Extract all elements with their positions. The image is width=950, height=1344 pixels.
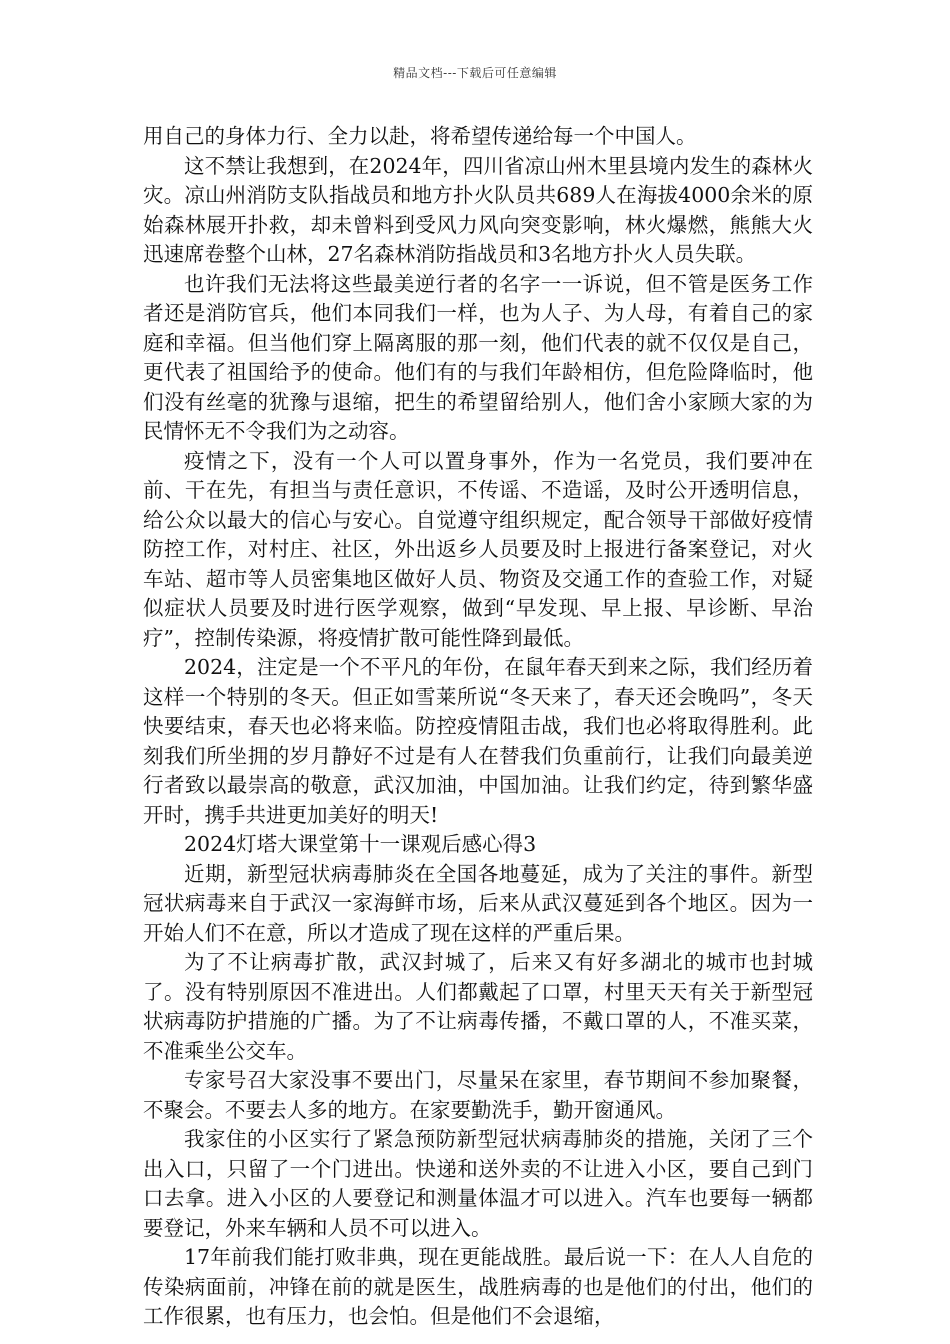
paragraph: 疫情之下，没有一个人可以置身事外，作为一名党员，我们要冲在前、干在先，有担当与责任意识，不传谣、不造谣，及时公开透明信息，给公众以最大的信心与安心。自觉遵守组织规定，配合领导干部做好疫情防控工作，对村庄、社区，外出返乡人员要及时上报进行备案登记，对火车站、超市等人员密集地区做好人员、物资及交通工作的查验工作，对疑似症状人员要及时进行医学观察，做到“早发现、早上报、早诊断、早治疗”，控制传染源，将疫情扩散可能性降到最低。 (143, 448, 813, 650)
document-body (143, 122, 813, 1332)
paragraph: 用自己的身体力行、全力以赴，将希望传递给每一个中国人。 (143, 124, 697, 148)
paragraph: 17年前我们能打败非典，现在更能战胜。最后说一下：在人人自危的传染病面前，冲锋在前的就是医生，战胜病毒的也是他们的付出，他们的工作很累，也有压力，也会怕。但是他们不会退缩， (143, 1245, 813, 1328)
paragraph: 近期，新型冠状病毒肺炎在全国各地蔓延，成为了关注的事件。新型冠状病毒来自于武汉一家海鲜市场，后来从武汉蔓延到各个地区。因为一开始人们不在意，所以才造成了现在这样的严重后果。 (143, 861, 813, 945)
paragraph: 也许我们无法将这些最美逆行者的名字一一诉说，但不管是医务工作者还是消防官兵，他们本同我们一样，也为人子、为人母，有着自己的家庭和幸福。但当他们穿上隔离服的那一刻，他们代表的就不仅仅是自己，更代表了祖国给予的使命。他们有的与我们年龄相仿，但危险降临时，他们没有丝毫的犹豫与退缩，把生的希望留给别人，他们舍小家顾大家的为民情怀无不令我们为之动容。 (143, 271, 813, 443)
paragraph: 我家住的小区实行了紧急预防新型冠状病毒肺炎的措施，关闭了三个出入口，只留了一个门进出。快递和送外卖的不让进入小区，要自己到门口去拿。进入小区的人要登记和测量体温才可以进入。汽车也要每一辆都要登记，外来车辆和人员不可以进入。 (143, 1127, 813, 1240)
paragraph: 专家号召大家没事不要出门，尽量呆在家里，春节期间不参加聚餐，不聚会。不要去人多的地方。在家要勤洗手，勤开窗通风。 (143, 1068, 813, 1122)
page-header: 精品文档---下载后可任意编辑 (393, 66, 557, 80)
section-heading: 2024灯塔大课堂第十一课观后感心得3 (184, 832, 537, 856)
paragraph: 这不禁让我想到，在2024年，四川省凉山州木里县境内发生的森林火灾。凉山州消防支队指战员和地方扑火队员共689人在海拔4000余米的原始森林展开扑救，却未曾料到受风力风向突变影响，林火爆燃，熊熊大火迅速席卷整个山林，27名森林消防指战员和3名地方扑火人员失联。 (143, 153, 813, 266)
paragraph: 为了不让病毒扩散，武汉封城了，后来又有好多湖北的城市也封城了。没有特别原因不准进出。人们都戴起了口罩，村里天天有关于新型冠状病毒防护措施的广播。为了不让病毒传播，不戴口罩的人，不准买菜，不准乘坐公交车。 (143, 950, 813, 1063)
paragraph: 2024，注定是一个不平凡的年份，在鼠年春天到来之际，我们经历着这样一个特别的冬天。但正如雪莱所说“冬天来了，春天还会晚吗”，冬天快要结束，春天也必将来临。防控疫情阻击战，我们也必将取得胜利。此刻我们所坐拥的岁月静好不过是有人在替我们负重前行，让我们向最美逆行者致以最崇高的敬意，武汉加油，中国加油。让我们约定，待到繁华盛开时，携手共进更加美好的明天! (143, 655, 813, 827)
